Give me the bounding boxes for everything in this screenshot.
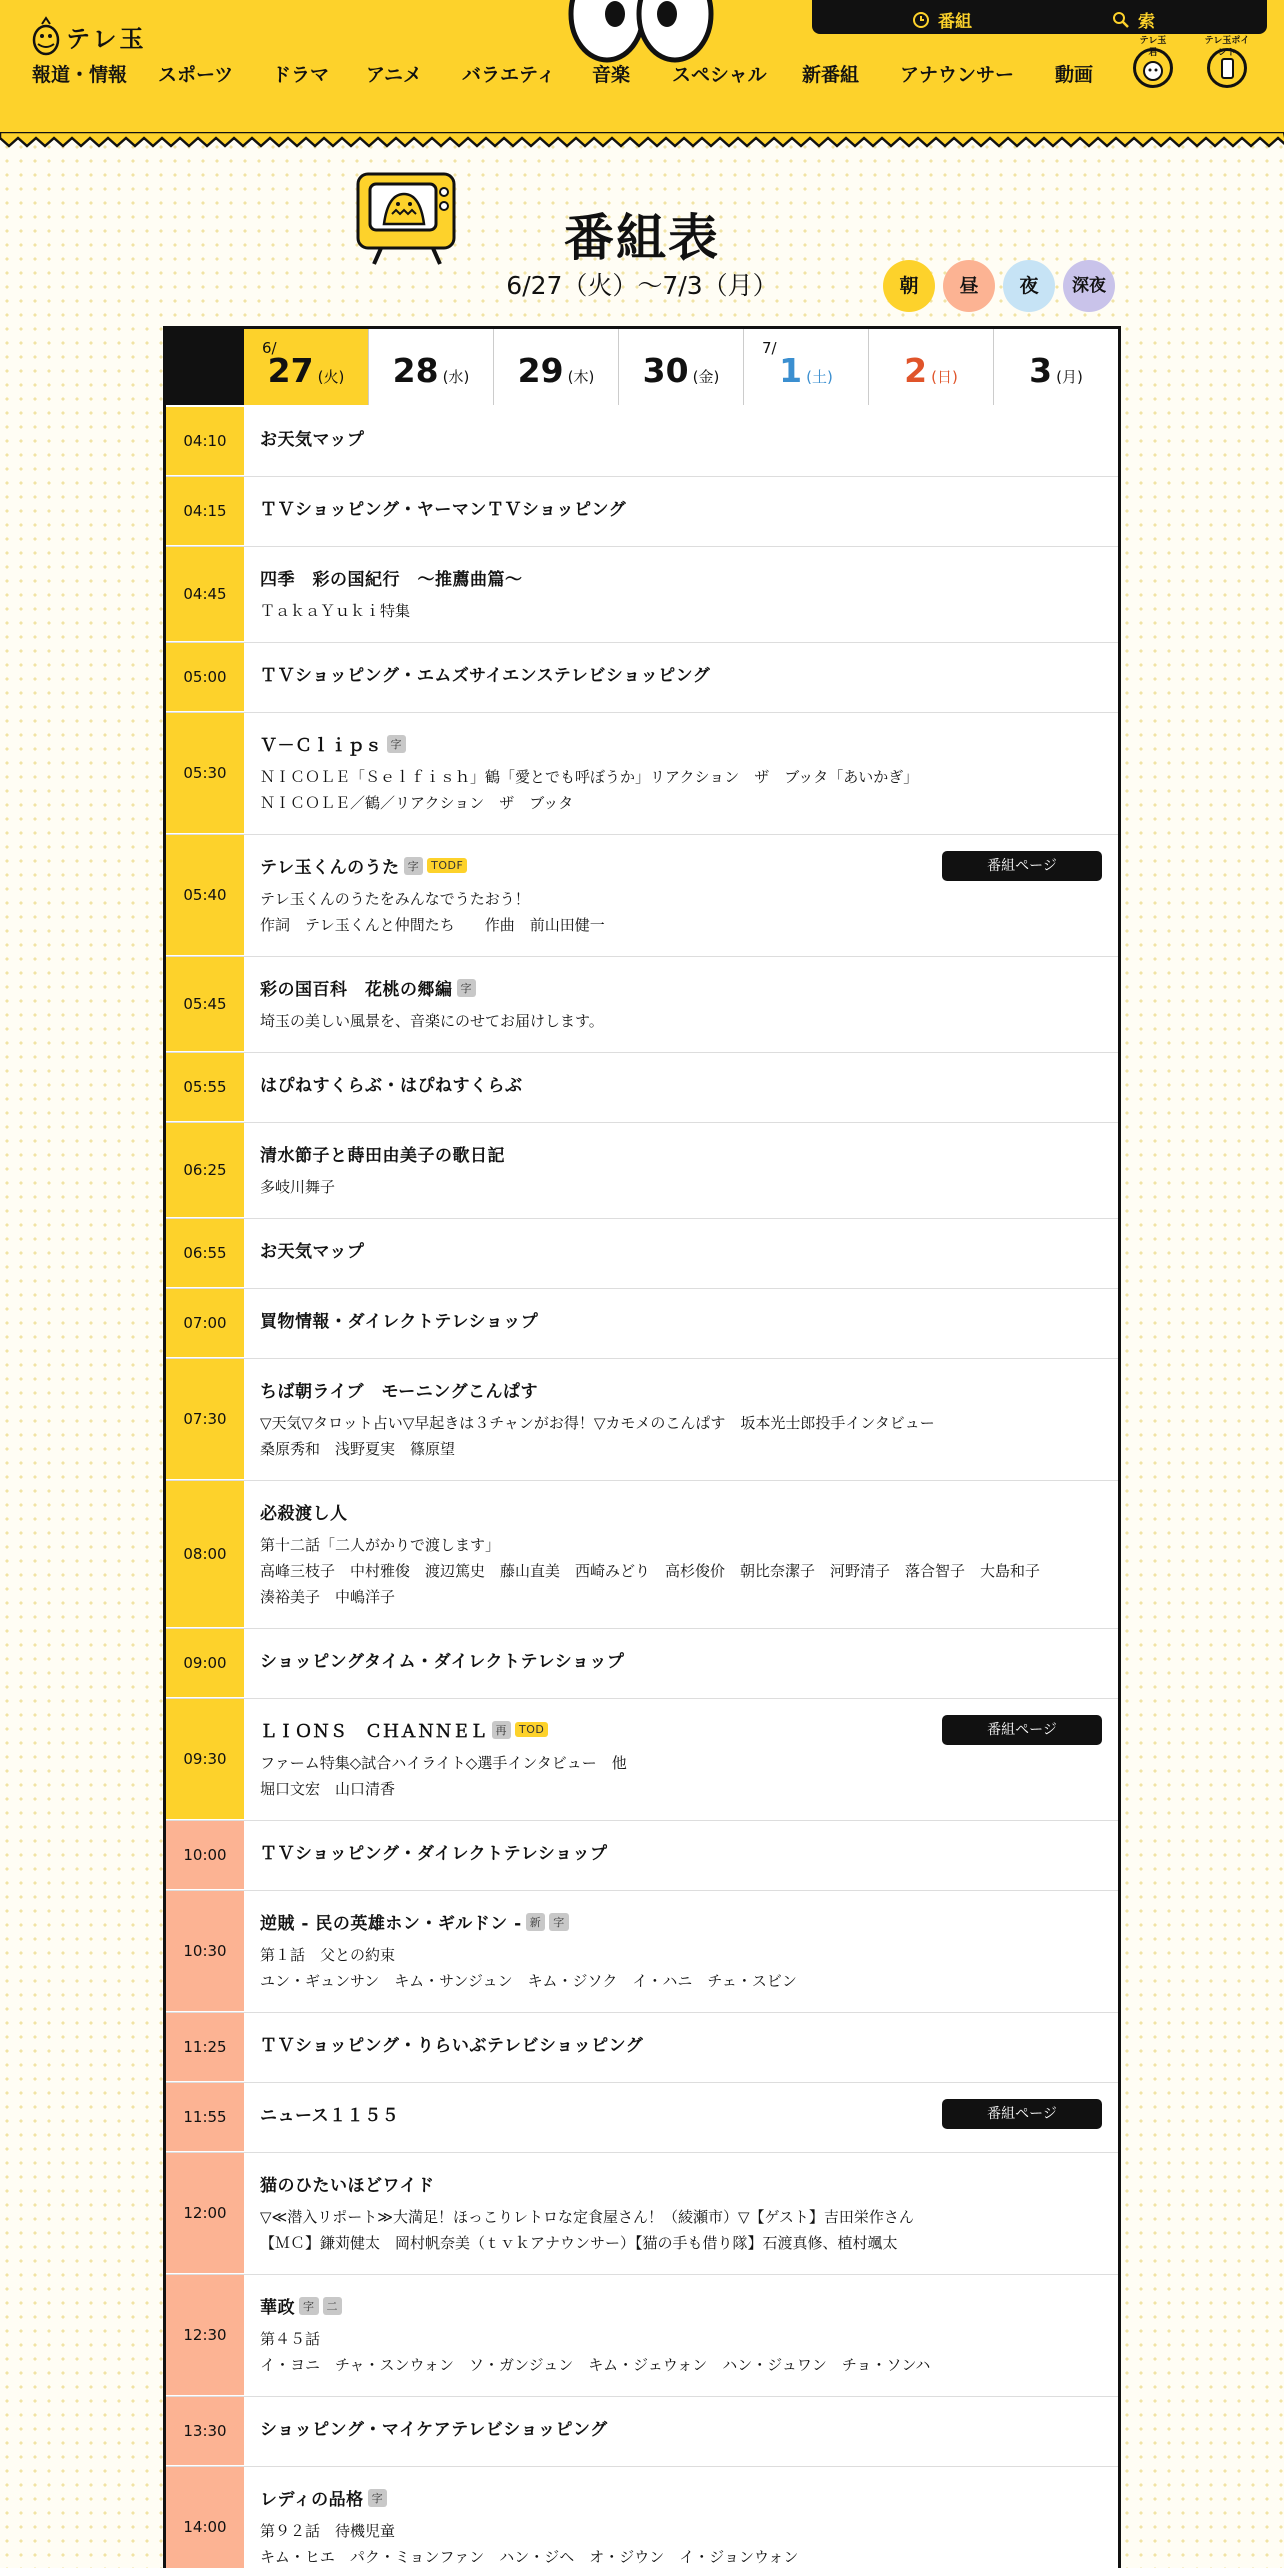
- program-title-line: [260, 1141, 1102, 1166]
- program-cell[interactable]: [244, 2467, 1118, 2568]
- program-row: [166, 1481, 1118, 1629]
- clock-icon: [912, 11, 930, 29]
- program-row: [166, 1289, 1118, 1359]
- program-row: [166, 2275, 1118, 2397]
- program-cell[interactable]: [244, 2013, 1118, 2082]
- program-description: [260, 764, 1102, 816]
- day-number-wrap: [494, 351, 618, 390]
- day-weekday: (木): [567, 368, 595, 386]
- day-number-wrap: [994, 351, 1118, 390]
- program-cell[interactable]: [244, 2153, 1118, 2274]
- program-title-line: [260, 1307, 1102, 1332]
- program-tag: 字: [387, 735, 407, 753]
- day-tab-4[interactable]: [743, 329, 868, 405]
- day-tab-5[interactable]: [868, 329, 993, 405]
- program-title-line: [260, 2293, 1102, 2318]
- tele-tama-point-link[interactable]: [1204, 36, 1250, 88]
- program-time: 05:30: [166, 713, 244, 834]
- program-time: 07:00: [166, 1289, 244, 1358]
- program-time: 04:10: [166, 407, 244, 476]
- program-cell[interactable]: [244, 477, 1118, 546]
- program-tag: 字: [299, 2297, 319, 2315]
- program-cell[interactable]: [244, 713, 1118, 834]
- program-row: [166, 547, 1118, 643]
- program-title[interactable]: テレ玉くんのうた: [260, 858, 400, 878]
- program-title[interactable]: 清水節子と蒔田由美子の歌日記: [260, 1146, 505, 1166]
- program-description-line: 埼玉の美しい風景を、音楽にのせてお届けします。: [260, 1012, 604, 1030]
- program-description: [260, 1008, 1102, 1034]
- program-title-line: [260, 975, 1102, 1000]
- program-description-line: テレ玉くんのうたをみんなでうたおう！: [260, 890, 530, 908]
- day-weekday: (土): [806, 368, 833, 386]
- program-description: [260, 1410, 1102, 1462]
- program-page-button[interactable]: 番組ページ: [942, 2099, 1102, 2129]
- program-row: [166, 2153, 1118, 2275]
- nav-variety[interactable]: バラエティ: [462, 64, 556, 86]
- day-number-wrap: [619, 351, 743, 390]
- program-row: [166, 2013, 1118, 2083]
- program-description: [260, 1750, 1102, 1802]
- program-time: 08:00: [166, 1481, 244, 1628]
- program-title[interactable]: ニュース１１５５: [260, 2106, 400, 2126]
- program-description-line: ＮＩＣＯＬＥ「Ｓｅｌｆｉｓｈ」鶴「愛とでも呼ぼうか」リアクション ザ ブッタ「あいかぎ」: [260, 768, 919, 786]
- program-cell[interactable]: [244, 957, 1118, 1052]
- program-time: 11:55: [166, 2083, 244, 2152]
- program-cell[interactable]: [244, 643, 1118, 712]
- time-of-day-switcher: [883, 260, 1115, 312]
- program-description-line: 桑原秀和 浅野夏実 篠原望: [260, 1440, 456, 1458]
- program-title-line: [260, 565, 1102, 590]
- schedule-link[interactable]: [912, 7, 972, 32]
- program-time: 10:00: [166, 1821, 244, 1890]
- program-title-line: [260, 661, 1102, 686]
- search-link-label: 索: [1138, 12, 1155, 32]
- program-description: [260, 1942, 1102, 1994]
- program-time: 04:45: [166, 547, 244, 642]
- day-number: 28: [392, 351, 439, 390]
- program-cell[interactable]: [244, 1053, 1118, 1122]
- program-description-line: 高峰三枝子 中村雅俊 渡辺篤史 藤山直美 西崎みどり 高杉俊价 朝比奈潔子 河野清子 落合智子 大島和子: [260, 1562, 1041, 1580]
- program-title[interactable]: ＴＶショッピング・エムズサイエンステレビショッピング: [260, 666, 711, 686]
- program-row: [166, 835, 1118, 957]
- day-weekday: (月): [1056, 368, 1083, 386]
- program-title[interactable]: はぴねすくらぶ・はぴねすくらぶ: [260, 1076, 523, 1096]
- program-row: [166, 713, 1118, 835]
- program-cell[interactable]: [244, 1699, 1118, 1820]
- program-cell[interactable]: [244, 1289, 1118, 1358]
- program-row: [166, 1699, 1118, 1821]
- schedule-link-label: 番組: [938, 12, 972, 32]
- program-time: 07:30: [166, 1359, 244, 1480]
- program-list: [166, 407, 1118, 2568]
- nav-announcers[interactable]: アナウンサー: [900, 64, 1015, 86]
- program-title-line: [260, 1377, 1102, 1402]
- program-row: [166, 1219, 1118, 1289]
- program-description-line: 【ＭＣ】鎌苅健太 岡村帆奈美（ｔｖｋアナウンサー）【猫の手も借り隊】石渡真修、植村颯太: [260, 2234, 898, 2252]
- tod-button-3[interactable]: 深夜: [1063, 260, 1115, 312]
- program-title-line: [260, 1237, 1102, 1262]
- program-description-line: 作詞 テレ玉くんと仲間たち 作曲 前山田健一: [260, 916, 605, 934]
- program-page-button[interactable]: 番組ページ: [942, 851, 1102, 881]
- program-title-line: [260, 425, 1102, 450]
- day-number-wrap: [744, 351, 868, 390]
- program-row: [166, 2467, 1118, 2568]
- nav-sports[interactable]: スポーツ: [158, 64, 234, 86]
- program-title[interactable]: 買物情報・ダイレクトテレショップ: [260, 1312, 539, 1332]
- program-row: [166, 2397, 1118, 2467]
- tele-tama-kun-link[interactable]: [1133, 36, 1173, 88]
- day-tab-1[interactable]: [368, 329, 493, 405]
- program-description-line: ユン・ギュンサン キム・サンジュン キム・ジソク イ・ハニ チェ・スビン: [260, 1972, 797, 1990]
- program-title-line: [260, 1647, 1102, 1672]
- tod-button-2[interactable]: 夜: [1003, 260, 1055, 312]
- global-nav: [0, 60, 1284, 94]
- program-row: [166, 1629, 1118, 1699]
- program-title[interactable]: 猫のひたいほどワイド: [260, 2176, 435, 2196]
- utility-bar: [812, 0, 1267, 34]
- program-cell[interactable]: [244, 547, 1118, 642]
- day-number-wrap: [244, 351, 368, 390]
- program-tag: TOD: [515, 1722, 548, 1737]
- program-row: [166, 1123, 1118, 1219]
- search-icon: [1112, 11, 1130, 29]
- program-cell[interactable]: [244, 1359, 1118, 1480]
- program-description: [260, 2326, 1102, 2378]
- day-tab-3[interactable]: [618, 329, 743, 405]
- tele-tama-mascot-icon: [32, 16, 60, 56]
- program-description-line: 第９２話 待機児童: [260, 2522, 396, 2540]
- program-title[interactable]: 華政: [260, 2298, 295, 2318]
- program-time: 06:25: [166, 1123, 244, 1218]
- program-description-line: ▽天気▽タロット占い▽早起きは３チャンがお得！▽カモメのこんぱす 坂本光士郎投手インタビュー: [260, 1414, 935, 1432]
- program-description: [260, 886, 1102, 938]
- nav-news[interactable]: 報道・情報: [32, 64, 128, 86]
- program-title-line: [260, 2485, 1102, 2510]
- program-time: 06:55: [166, 1219, 244, 1288]
- program-time: 05:55: [166, 1053, 244, 1122]
- nav-videos[interactable]: 動画: [1055, 64, 1094, 86]
- program-grid: [163, 326, 1121, 2568]
- day-weekday: (日): [931, 368, 958, 386]
- page-title: 番組表: [564, 209, 720, 267]
- program-description-line: キム・ヒエ パク・ミョンファン ハン・ジヘ オ・ジウン イ・ジョンウォン: [260, 2548, 799, 2566]
- program-cell[interactable]: [244, 1821, 1118, 1890]
- program-time: 12:30: [166, 2275, 244, 2396]
- day-number: 3: [1029, 351, 1053, 390]
- program-title[interactable]: 彩の国百科 花桃の郷編: [260, 980, 453, 1000]
- date-range: 6/27（火）〜7/3（月）: [506, 271, 778, 300]
- program-cell[interactable]: [244, 1629, 1118, 1698]
- program-row: [166, 643, 1118, 713]
- program-description-line: 第１話 父との約束: [260, 1946, 396, 1964]
- program-title[interactable]: ショッピングタイム・ダイレクトテレショップ: [260, 1652, 625, 1672]
- program-description-line: ＮＩＣＯＬＥ／鶴／リアクション ザ ブッタ: [260, 794, 574, 812]
- program-description-line: 湊裕美子 中嶋洋子: [260, 1588, 396, 1606]
- day-weekday: (火): [317, 368, 345, 386]
- program-tag: 字: [549, 1913, 569, 1931]
- day-number: 27: [267, 351, 314, 390]
- program-tag: TODF: [427, 858, 467, 873]
- program-cell[interactable]: [244, 2275, 1118, 2396]
- program-time: 05:45: [166, 957, 244, 1052]
- program-description: [260, 1532, 1102, 1610]
- program-cell[interactable]: [244, 1219, 1118, 1288]
- program-page-button[interactable]: 番組ページ: [942, 1715, 1102, 1745]
- program-time: 05:40: [166, 835, 244, 956]
- program-title[interactable]: ＴＶショッピング・ヤーマンＴＶショッピング: [260, 500, 627, 520]
- grid-corner: [166, 329, 244, 405]
- program-time: 09:00: [166, 1629, 244, 1698]
- day-number: 29: [517, 351, 564, 390]
- nav-anime[interactable]: アニメ: [366, 64, 423, 86]
- program-title-line: [260, 1071, 1102, 1096]
- program-description: [260, 598, 1102, 624]
- program-title[interactable]: ＴＶショッピング・ダイレクトテレショップ: [260, 1844, 608, 1864]
- program-title-line: [260, 495, 1102, 520]
- program-title[interactable]: レディの品格: [260, 2490, 364, 2510]
- header-zigzag-edge: [0, 132, 1284, 150]
- program-description-line: ▽≪潜入リポート≫大満足！ほっこりレトロな定食屋さん！（綾瀬市）▽【ゲスト】吉田栄作さん: [260, 2208, 914, 2226]
- program-row: [166, 1891, 1118, 2013]
- program-title-line: [260, 1839, 1102, 1864]
- program-time: 10:30: [166, 1891, 244, 2012]
- day-number: 30: [642, 351, 689, 390]
- tele-tama-point-label: テレ玉ポイント: [1204, 36, 1250, 58]
- program-title[interactable]: お天気マップ: [260, 430, 365, 450]
- program-cell[interactable]: [244, 1481, 1118, 1628]
- program-time: 09:30: [166, 1699, 244, 1820]
- program-row: [166, 2083, 1118, 2153]
- logo-text: テレ玉: [66, 24, 147, 53]
- program-tag: 二: [323, 2297, 343, 2315]
- program-row: [166, 477, 1118, 547]
- program-description: [260, 2204, 1102, 2256]
- program-title[interactable]: 逆賊 - 民の英雄ホン・ギルドン -: [260, 1914, 522, 1934]
- program-title[interactable]: ＴＶショッピング・りらいぶテレビショッピング: [260, 2036, 644, 2056]
- day-tab-6[interactable]: [993, 329, 1118, 405]
- program-title-line: [260, 1499, 1102, 1524]
- program-tag: 字: [368, 2489, 388, 2507]
- program-tag: 再: [492, 1721, 512, 1739]
- mascot-eyes-icon: [565, 0, 717, 64]
- program-time: 05:00: [166, 643, 244, 712]
- program-row: [166, 1359, 1118, 1481]
- day-month: 7/: [762, 339, 777, 357]
- nav-music[interactable]: 音楽: [592, 64, 631, 86]
- program-cell[interactable]: [244, 835, 1118, 956]
- search-link[interactable]: [1112, 7, 1155, 32]
- program-cell[interactable]: [244, 407, 1118, 476]
- site-header: [0, 0, 1284, 140]
- day-month: 6/: [262, 339, 277, 357]
- nav-special[interactable]: スペシャル: [672, 64, 767, 86]
- program-title[interactable]: ショッピング・マイケアテレビショッピング: [260, 2420, 608, 2440]
- day-header: [166, 329, 1118, 405]
- program-time: 14:00: [166, 2467, 244, 2568]
- program-row: [166, 407, 1118, 477]
- program-cell[interactable]: [244, 2083, 1118, 2152]
- program-row: [166, 957, 1118, 1053]
- program-title-line: [260, 2171, 1102, 2196]
- program-time: 13:30: [166, 2397, 244, 2466]
- day-weekday: (水): [442, 368, 470, 386]
- program-title-line: [260, 731, 1102, 756]
- program-description-line: 堀口文宏 山口清香: [260, 1780, 396, 1798]
- program-row: [166, 1821, 1118, 1891]
- program-title[interactable]: Ｖ－Ｃｌｉｐｓ: [260, 736, 383, 756]
- program-row: [166, 1053, 1118, 1123]
- program-tag: 字: [457, 979, 477, 997]
- program-time: 11:25: [166, 2013, 244, 2082]
- day-weekday: (金): [692, 368, 720, 386]
- program-description: [260, 1174, 1102, 1200]
- program-cell[interactable]: [244, 1123, 1118, 1218]
- program-description-line: ファーム特集◇試合ハイライト◇選手インタビュー 他: [260, 1754, 627, 1772]
- program-tag: 新: [526, 1913, 546, 1931]
- program-tag: 字: [404, 857, 424, 875]
- program-cell[interactable]: [244, 1891, 1118, 2012]
- program-description-line: 第４５話: [260, 2330, 321, 2348]
- program-description-line: ＴａｋａＹｕｋｉ特集: [260, 602, 411, 620]
- program-description: [260, 2518, 1102, 2568]
- tod-button-1[interactable]: 昼: [943, 260, 995, 312]
- program-description-line: イ・ヨニ チャ・スンウォン ソ・ガンジュン キム・ジェウォン ハン・ジュワン チョ・ソンハ: [260, 2356, 931, 2374]
- program-time: 12:00: [166, 2153, 244, 2274]
- tod-button-0[interactable]: 朝: [883, 260, 935, 312]
- day-tab-0[interactable]: [244, 329, 368, 405]
- day-tab-2[interactable]: [493, 329, 618, 405]
- program-title[interactable]: ＬＩＯＮＳ ＣＨＡＮＮＥＬ: [260, 1722, 488, 1742]
- program-description-line: 多岐川舞子: [260, 1178, 336, 1196]
- program-title-line: [260, 2031, 1102, 2056]
- program-title[interactable]: ちば朝ライブ モーニングこんぱす: [260, 1382, 538, 1402]
- program-title[interactable]: 必殺渡し人: [260, 1504, 348, 1524]
- day-number: 1: [779, 351, 803, 390]
- program-cell[interactable]: [244, 2397, 1118, 2466]
- program-title-line: [260, 1909, 1102, 1934]
- day-number: 2: [904, 351, 928, 390]
- tele-tama-kun-label: テレ玉君: [1139, 36, 1167, 58]
- program-title[interactable]: お天気マップ: [260, 1242, 365, 1262]
- program-title[interactable]: 四季 彩の国紀行 〜推薦曲篇〜: [260, 570, 523, 590]
- site-logo[interactable]: [32, 16, 147, 56]
- nav-drama[interactable]: ドラマ: [272, 64, 330, 86]
- nav-new-programs[interactable]: 新番組: [802, 64, 860, 86]
- day-number-wrap: [369, 351, 493, 390]
- program-title-line: [260, 2415, 1102, 2440]
- day-number-wrap: [869, 351, 993, 390]
- program-time: 04:15: [166, 477, 244, 546]
- program-description-line: 第十二話「二人がかりで渡します」: [260, 1536, 501, 1554]
